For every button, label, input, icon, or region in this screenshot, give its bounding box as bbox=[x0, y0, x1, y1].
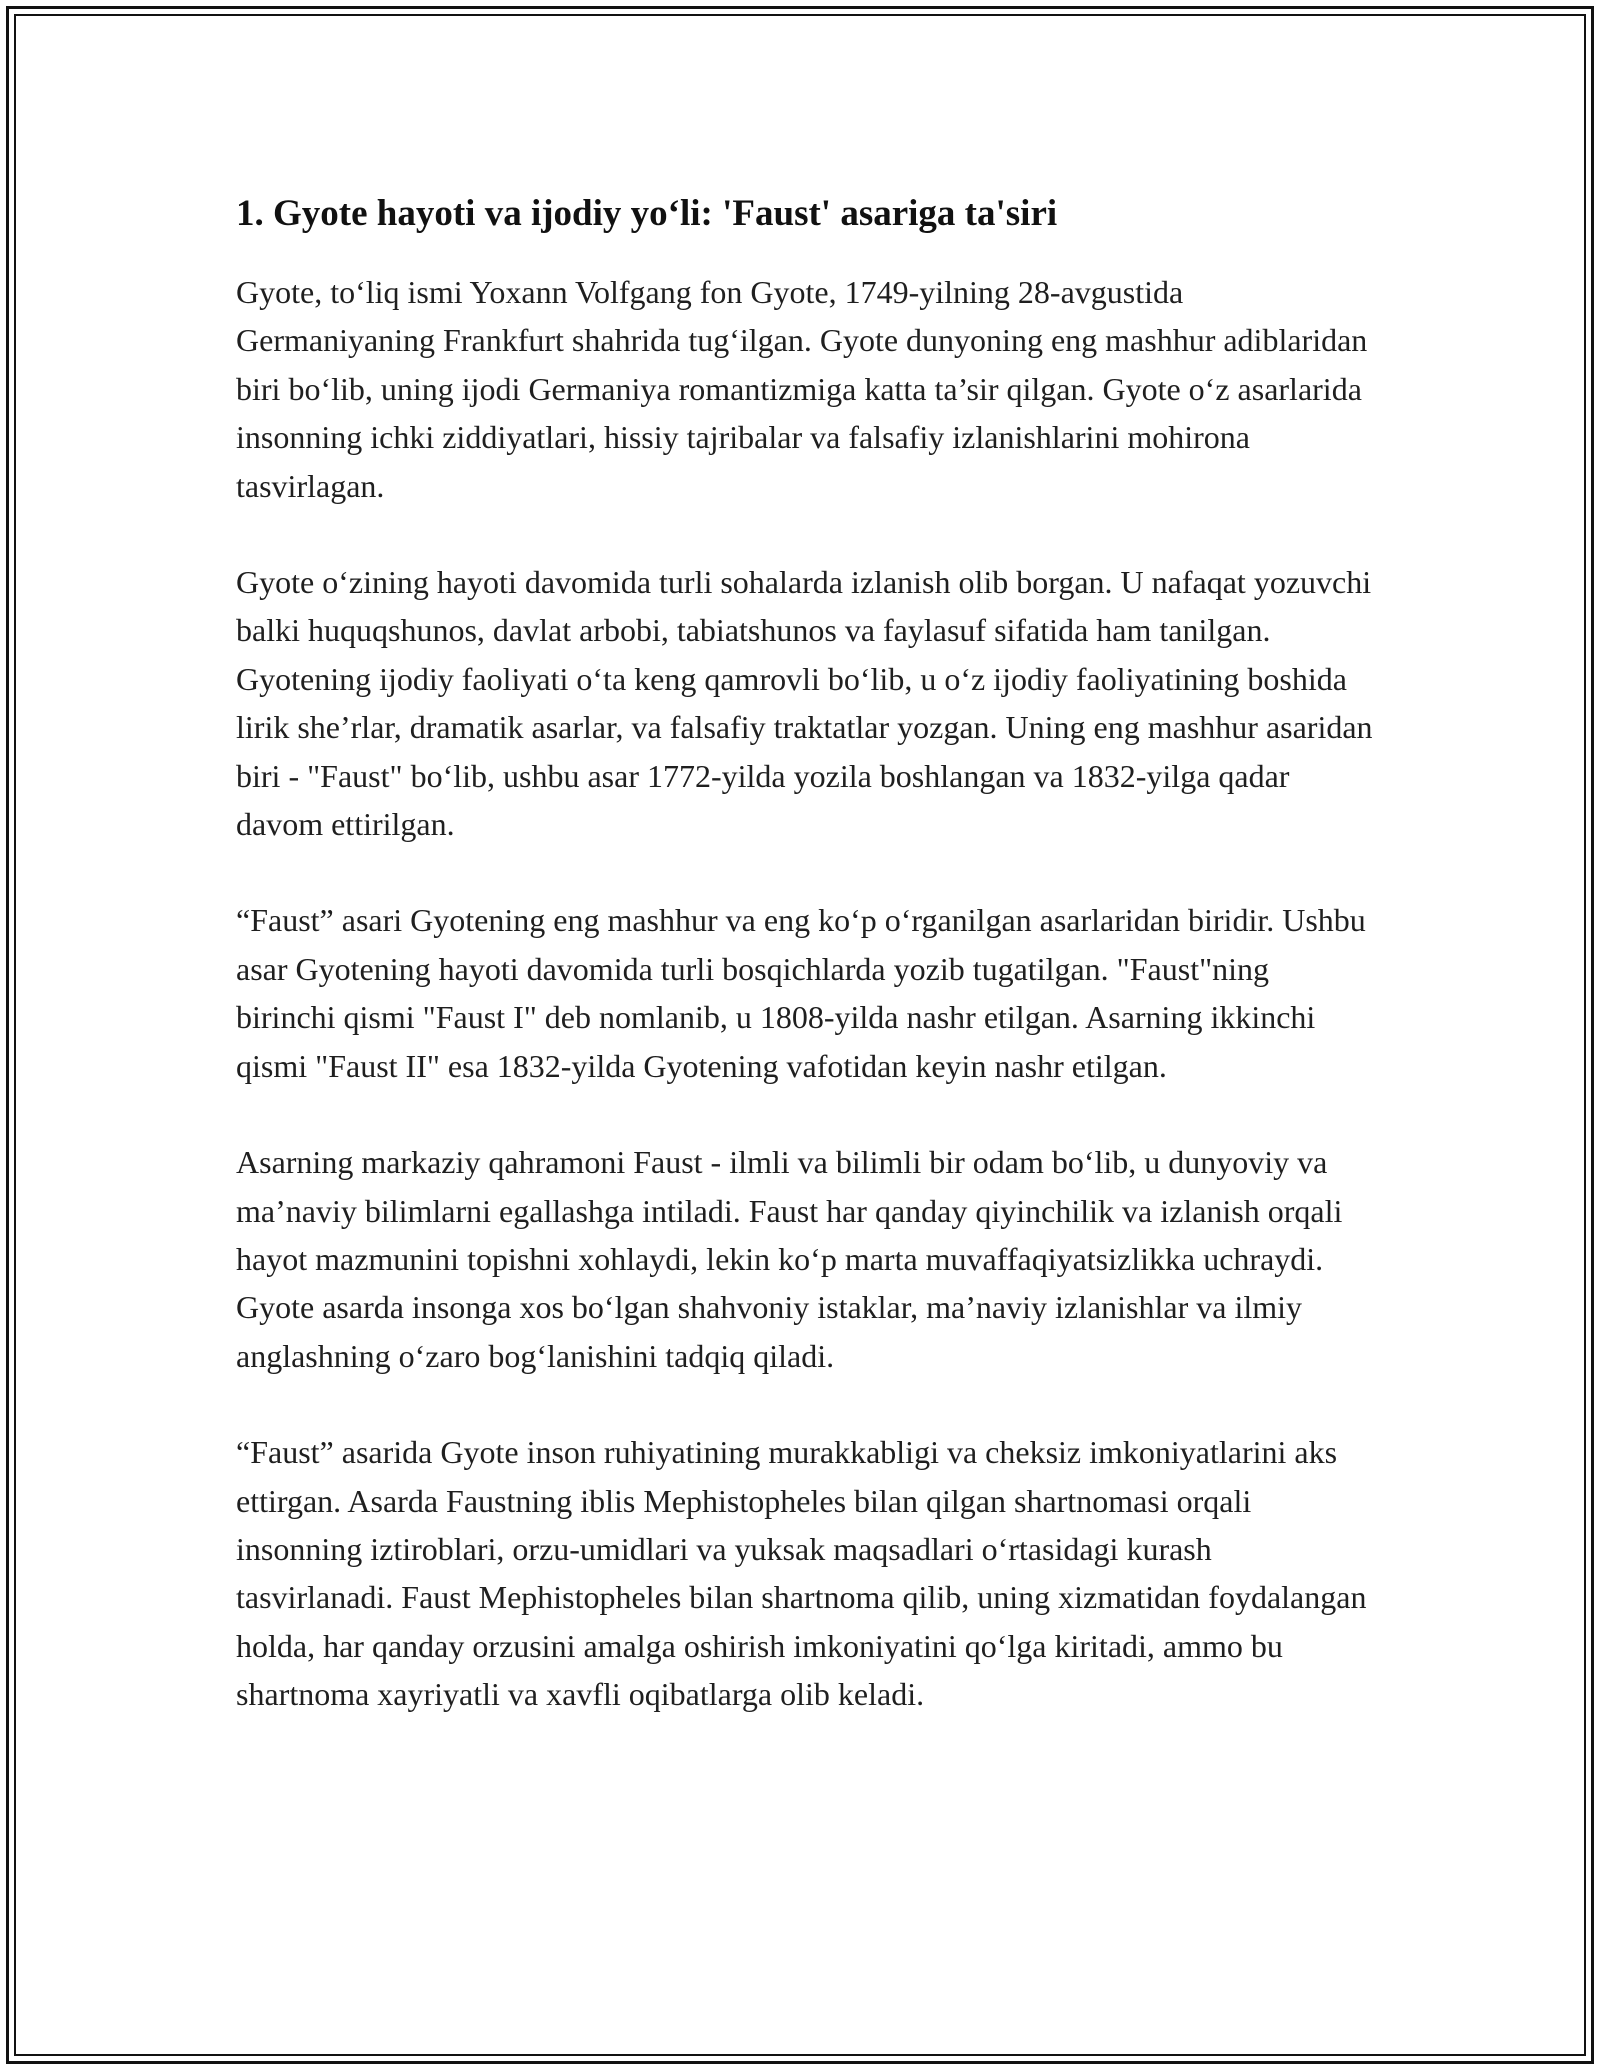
paragraph-1: Gyote, to‘liq ismi Yoxann Volfgang fon Gyote, 1749-yilning 28-avgustida Germaniyaning Frankfurt shahrida tug‘ilgan. Gyote dunyoning eng mashhur adiblaridan biri bo‘lib, uning ijodi Germaniya romantizmiga katta ta’sir qilgan. Gyote o‘z asarlarida insonning ichki ziddiyatlari, hissiy tajribalar va falsafiy izlanishlarini mohirona tasvirlagan. bbox=[236, 274, 1368, 504]
paragraph-4: Asarning markaziy qahramoni Faust - ilmli va bilimli bir odam bo‘lib, u dunyoviy va ma’naviy bilimlarni egallashga intiladi. Faust har qanday qiyinchilik va izlanish orqali hayot mazmunini topishni xohlaydi, lekin ko‘p marta muvaffaqiyatsizlikka uchraydi. Gyote asarda insonga xos bo‘lgan shahvoniy istaklar, ma’naviy izlanishlar va ilmiy anglashning o‘zaro bog‘lanishini tadqiq qiladi. bbox=[236, 1144, 1343, 1374]
paragraph-5: “Faust” asarida Gyote inson ruhiyatining murakkabligi va cheksiz imkoniyatlarini aks ettirgan. Asarda Faustning iblis Mephistopheles bilan qilgan shartnomasi orqali insonning iztiroblari, orzu-umidlari va yuksak maqsadlari o‘rtasidagi kurash tasvirlanadi. Faust Mephistopheles bilan shartnoma qilib, uning xizmatidan foydalangan holda, har qanday orzusini amalga oshirish imkoniyatini qo‘lga kiritadi, ammo bu shartnoma xayriyatli va xavfli oqibatlarga olib keladi. bbox=[236, 1434, 1367, 1713]
section-heading: 1. Gyote hayoti va ijodiy yo‘li: 'Faust' asariga ta'siri bbox=[236, 193, 1058, 234]
document-body bbox=[236, 186, 1376, 1767]
paragraph-2: Gyote o‘zining hayoti davomida turli sohalarda izlanish olib borgan. U nafaqat yozuvchi balki huquqshunos, davlat arbobi, tabiatshunos va faylasuf sifatida ham tanilgan. Gyotening ijodiy faoliyati o‘ta keng qamrovli bo‘lib, u o‘z ijodiy faoliyatining boshida lirik she’rlar, dramatik asarlar, va falsafiy traktatlar yozgan. Uning eng mashhur asaridan biri - "Faust" bo‘lib, ushbu asar 1772-yilda yozila boshlangan va 1832-yilga qadar davom ettirilgan. bbox=[236, 564, 1373, 843]
paragraph-3: “Faust” asari Gyotening eng mashhur va eng ko‘p o‘rganilgan asarlaridan biridir. Ushbu asar Gyotening hayoti davomida turli bosqichlarda yozib tugatilgan. "Faust"ning birinchi qismi "Faust I" deb nomlanib, u 1808-yilda nashr etilgan. Asarning ikkinchi qismi "Faust II" esa 1832-yilda Gyotening vafotidan keyin nashr etilgan. bbox=[236, 902, 1366, 1084]
